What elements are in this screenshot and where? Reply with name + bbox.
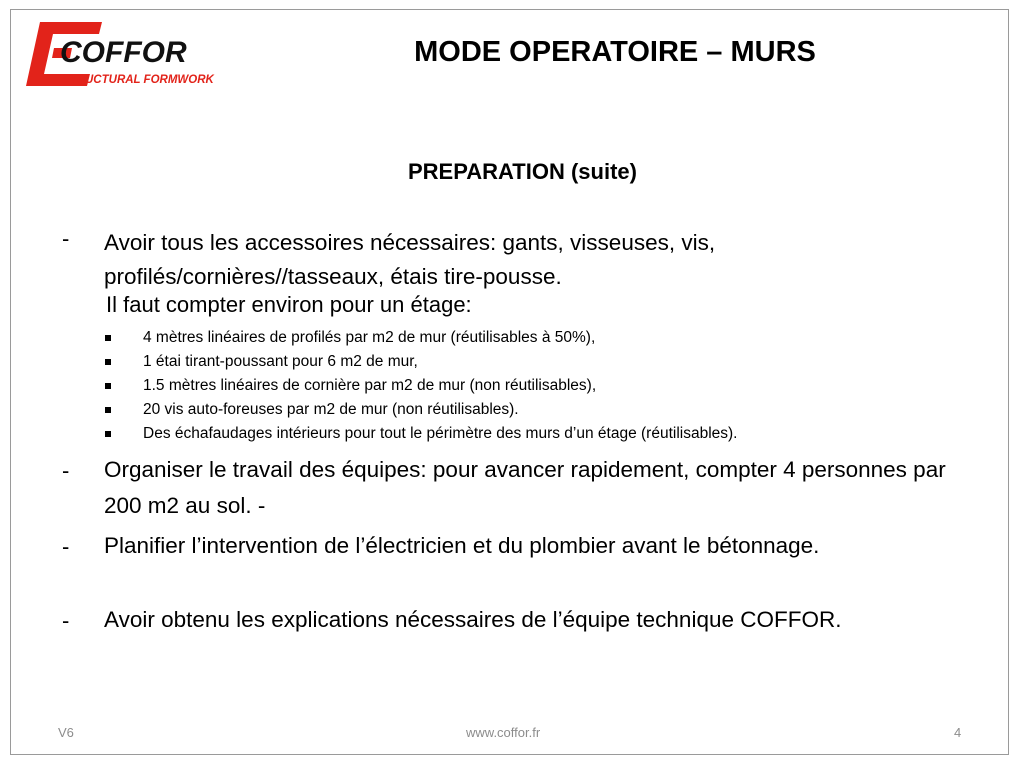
bullet-text: Avoir tous les accessoires nécessaires: gants, visseuses, vis, profilés/cornières//tasseaux, étais tire-pousse.: [104, 230, 716, 289]
sub-list-item-text: 1.5 mètres linéaires de cornière par m2 de mur (non réutilisables),: [143, 377, 597, 394]
slide-title: MODE OPERATOIRE – MURS: [414, 36, 816, 68]
footer-page-number: 4: [954, 725, 962, 740]
bullet-text: Avoir obtenu les explications nécessaires de l’équipe technique COFFOR.: [104, 607, 842, 632]
sub-list-item-text: 4 mètres linéaires de profilés par m2 de mur (réutilisables à 50%),: [143, 329, 596, 346]
footer-url[interactable]: www.coffor.fr: [466, 725, 541, 740]
sub-list-item-text: 20 vis auto-foreuses par m2 de mur (non réutilisables).: [143, 401, 519, 418]
bullet-marker: -: [62, 226, 70, 251]
bullet-marker: -: [62, 608, 70, 633]
square-bullet-icon: [105, 335, 111, 341]
logo-brand-text: COFFOR: [60, 36, 187, 69]
bullet-marker: -: [62, 458, 70, 483]
coffor-logo-graphic: [26, 20, 228, 92]
sub-intro-text: Il faut compter environ pour un étage:: [106, 292, 472, 317]
sub-list-item-text: Des échafaudages intérieurs pour tout le périmètre des murs d’un étage (réutilisables).: [143, 425, 738, 442]
section-subtitle: PREPARATION (suite): [408, 159, 637, 184]
square-bullet-icon: [105, 407, 111, 413]
bullet-marker: -: [62, 534, 70, 559]
logo-tagline-text: STRUCTURAL FORMWORK: [62, 74, 214, 86]
bullet-text: Organiser le travail des équipes: pour avancer rapidement, compter 4 personnes par 200 m2 au sol. -: [104, 457, 946, 518]
footer-version: V6: [58, 725, 74, 740]
square-bullet-icon: [105, 431, 111, 437]
sub-list-item-text: 1 étai tirant-poussant pour 6 m2 de mur,: [143, 353, 418, 370]
square-bullet-icon: [105, 383, 111, 389]
bullet-text: Planifier l’intervention de l’électricien et du plombier avant le bétonnage.: [104, 533, 820, 558]
coffor-logo: [26, 20, 228, 92]
square-bullet-icon: [105, 359, 111, 365]
